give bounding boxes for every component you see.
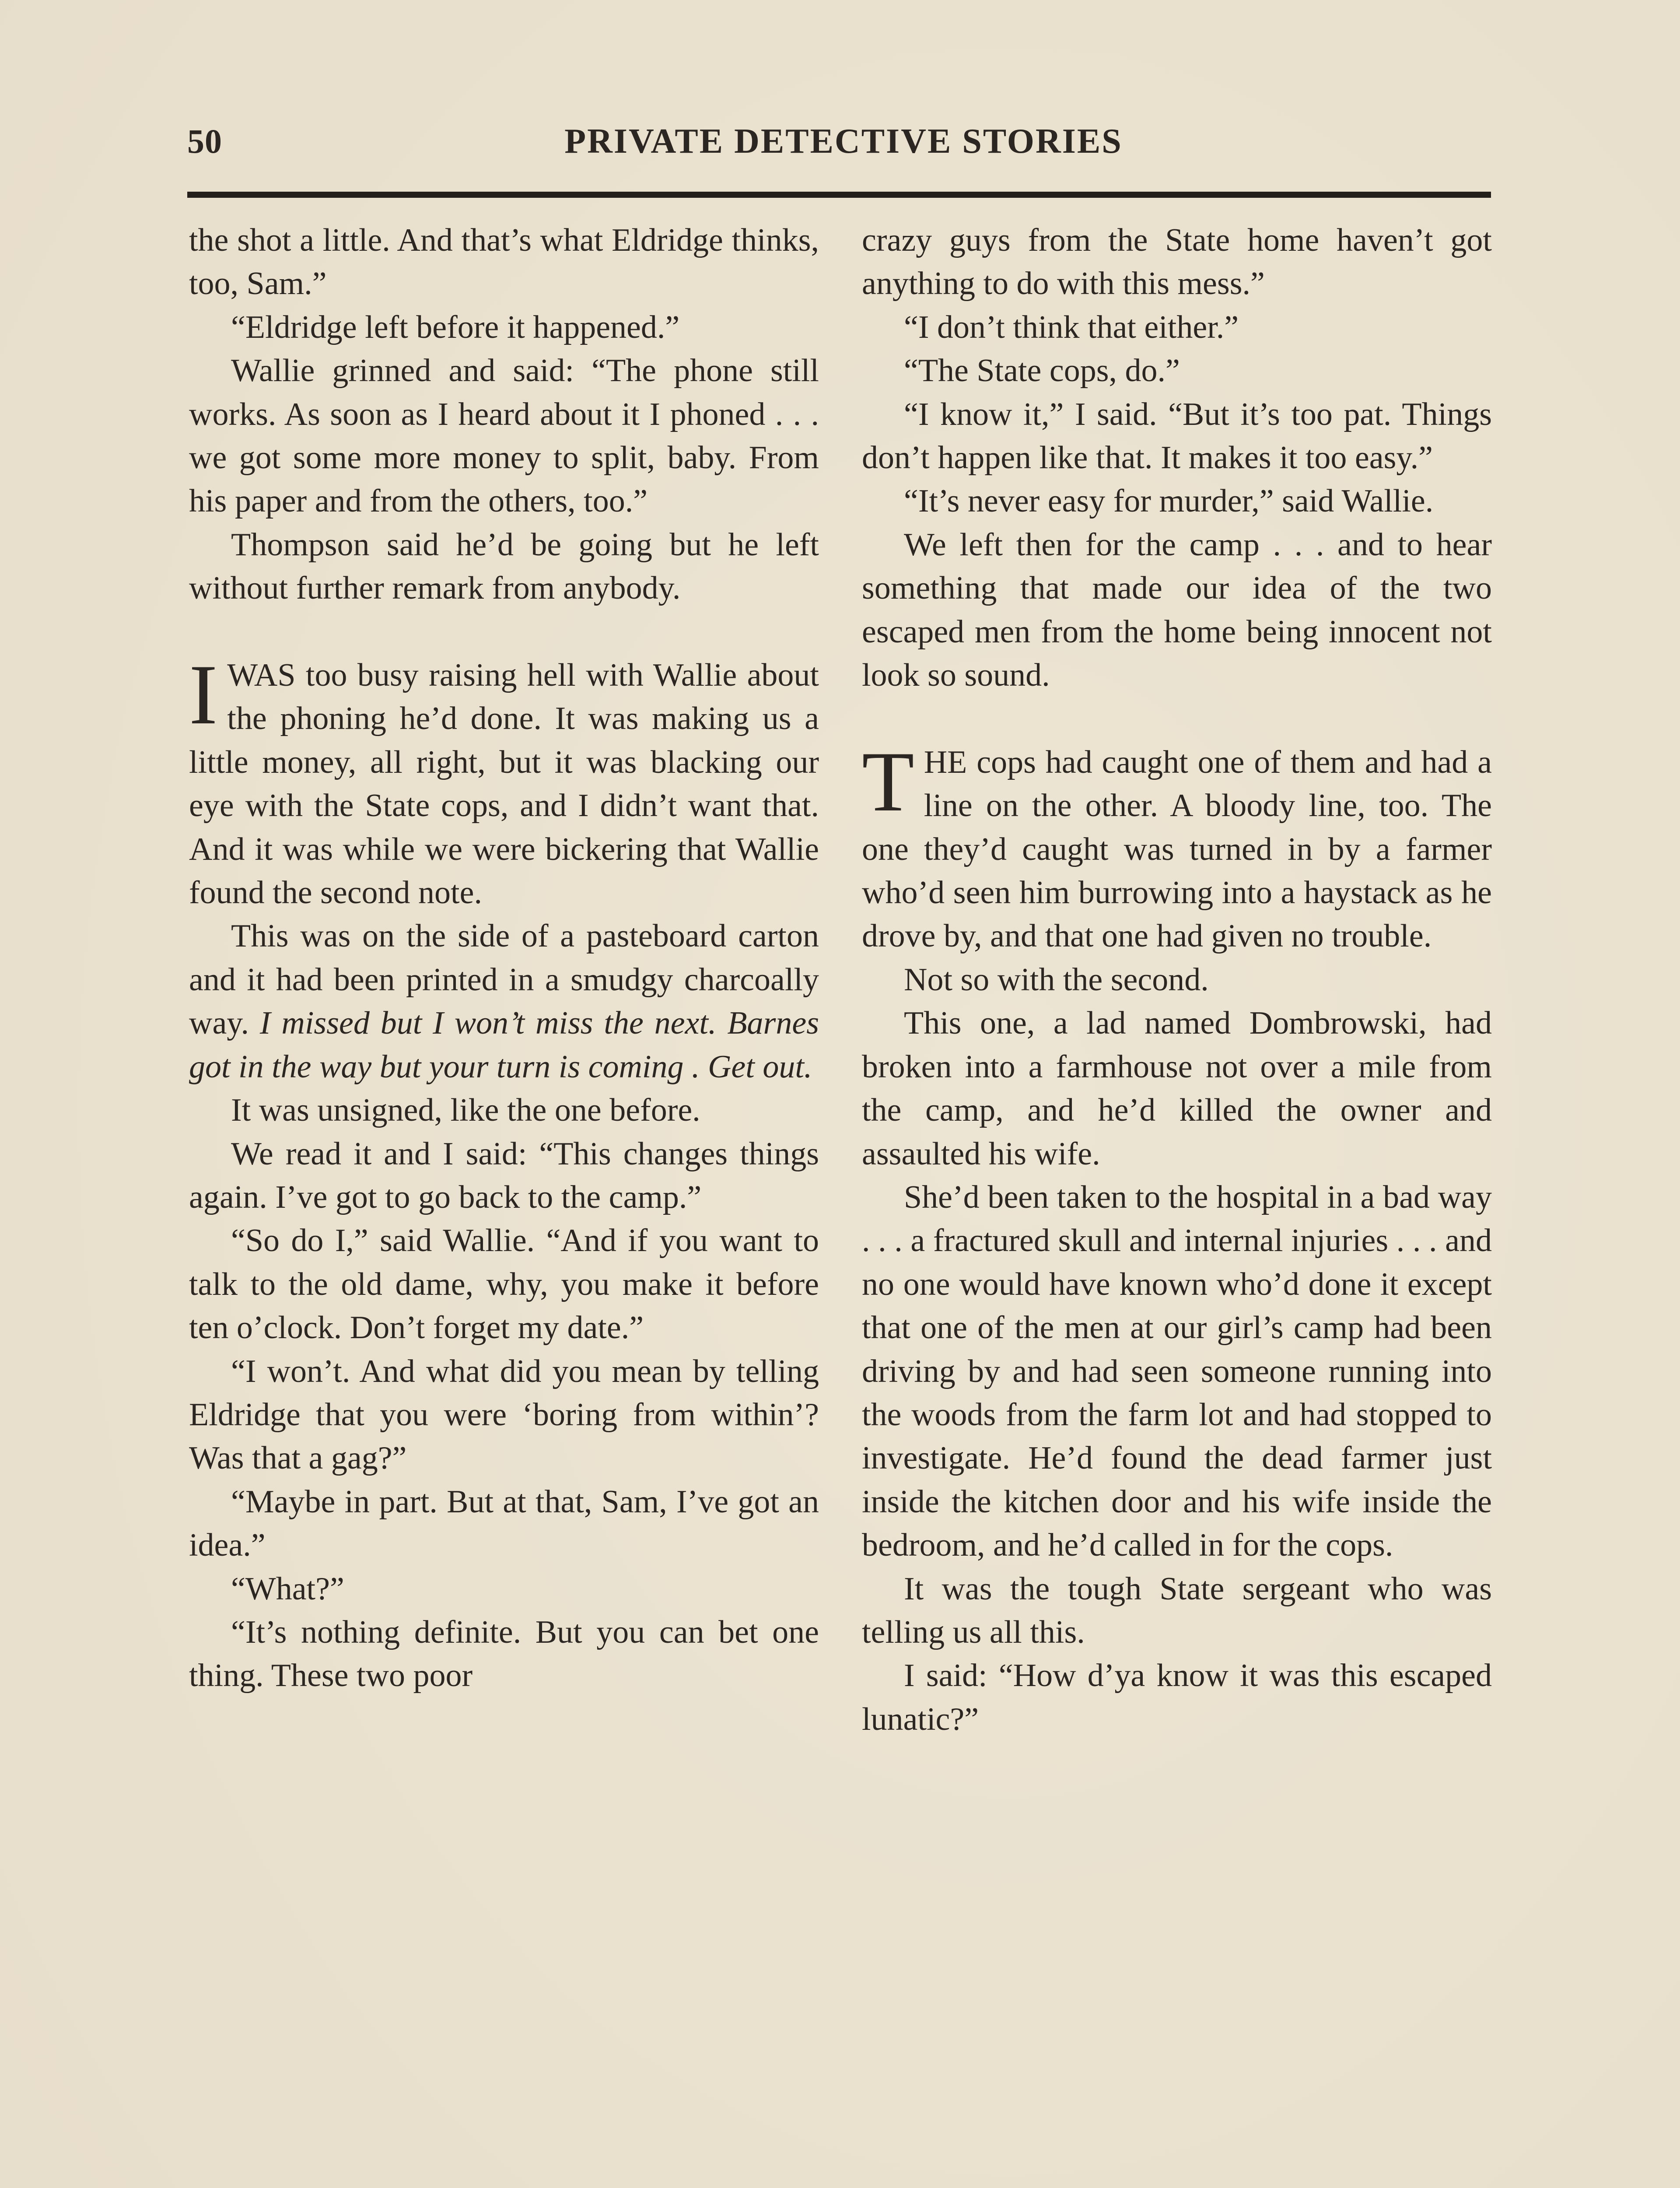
paragraph: crazy guys from the State home haven’t got anything to do with this mess.” [862,222,1492,302]
paragraph: “I won’t. And what did you mean by telling Eldridge that you were ‘boring from within’? Was that a gag?” [189,1353,819,1476]
paragraph: Wallie grinned and said: “The phone still works. As soon as I heard about it I phoned . . . we got some more money to split, baby. From his paper and from the others, too.” [189,353,819,519]
paragraph: I said: “How d’ya know it was this escaped lunatic?” [862,1658,1492,1737]
paragraph: “What?” [231,1571,344,1607]
paragraph: We left then for the camp . . . and to hear something that made our idea of the two escaped men from the home being innocent not look so sound. [862,526,1492,694]
paragraph: the shot a little. And that’s what Eldridge thinks, too, Sam.” [189,222,819,302]
paragraph-text: HE cops had caught one of them and had a line on the other. A bloody line, too. The one they’d caught was turned in by a farmer who’d seen him burrowing into a haystack as he drove by, and that one had given no trouble. [862,744,1492,954]
section-start-paragraph [189,647,819,915]
paragraph: It was the tough State sergeant who was telling us all this. [862,1571,1492,1650]
section-start-paragraph [862,734,1492,958]
running-title: PRIVATE DETECTIVE STORIES [564,122,1123,161]
paragraph: “Maybe in part. But at that, Sam, I’ve got an idea.” [189,1483,819,1564]
left-column [189,219,819,1698]
paragraph-text: WAS too busy raising hell with Wallie about the phoning he’d done. It was making us a little money, all right, but it was blacking our eye with the State cops, and I didn’t want that. And it was while we were bickering that Wallie found the second note. [189,657,819,911]
paragraph: “It’s never easy for murder,” said Wallie. [904,483,1434,519]
paragraph: “I know it,” I said. “But it’s too pat. Things don’t happen like that. It makes it too easy.” [862,396,1492,476]
paragraph: It was unsigned, like the one before. [231,1092,700,1129]
paragraph: “The State cops, do.” [904,353,1180,389]
page-header [187,117,1491,174]
header-rule [187,192,1491,198]
right-column [862,219,1492,1741]
paragraph: Thompson said he’d be going but he left without further remark from anybody. [189,526,819,607]
paragraph-text: This was on the side of a pasteboard carton and it had been printed in a smudgy charcoally way. [189,918,819,1041]
drop-cap: I [189,647,218,743]
page-number: 50 [187,122,222,160]
paragraph: “Eldridge left before it happened.” [231,309,680,345]
drop-cap: T [862,734,914,829]
paragraph: “I don’t think that either.” [904,309,1239,345]
note-text: I missed but I won’t miss the next. Barnes got in the way but your turn is coming . Get out. [189,1005,819,1085]
paragraph: This one, a lad named Dombrowski, had broken into a farmhouse not over a mile from the camp, and he’d killed the owner and assaulted his wife. [862,1005,1492,1172]
paragraph: “It’s nothing definite. But you can bet one thing. These two poor [189,1614,819,1694]
paragraph [189,915,819,1089]
paragraph: “So do I,” said Wallie. “And if you want to talk to the old dame, why, you make it before ten o’clock. Don’t forget my date.” [189,1223,819,1346]
paragraph: We read it and I said: “This changes things again. I’ve got to go back to the camp.” [189,1136,819,1215]
paragraph: Not so with the second. [904,961,1209,998]
paragraph: She’d been taken to the hospital in a bad way . . . a fractured skull and internal injuries . . . and no one would have known who’d done it except that one of the men at our girl’s camp had been driving by and had seen someone running into the woods from the farm lot and had stopped to investigate. He’d found the dead farmer just inside the kitchen door and his wife inside the bedroom, and he’d called in for the cops. [862,1179,1492,1564]
